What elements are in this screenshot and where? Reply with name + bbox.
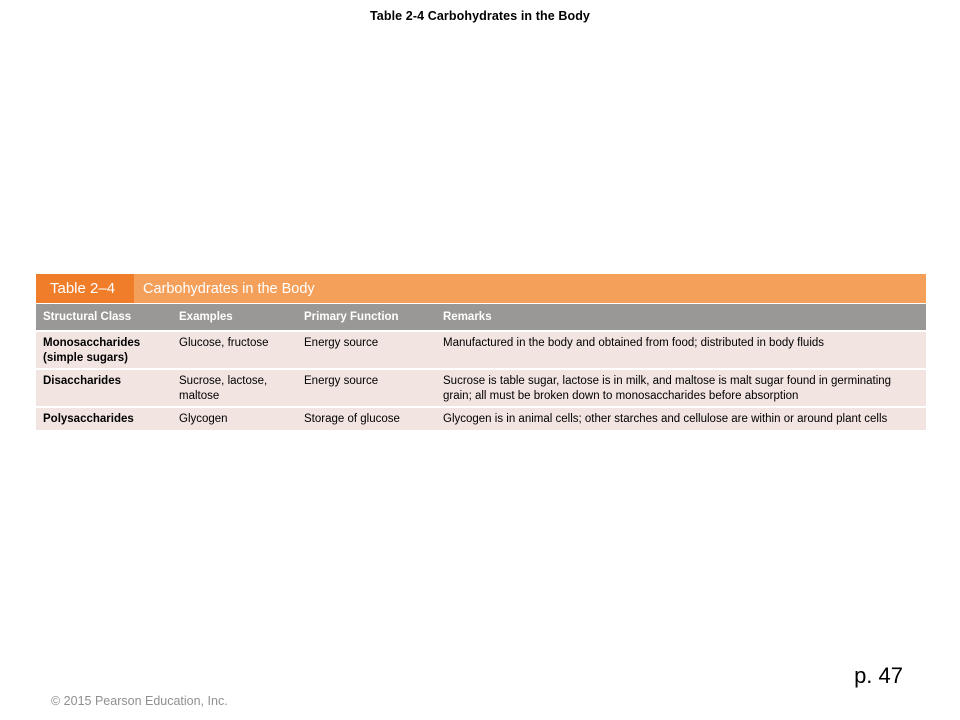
remarks-cell: Manufactured in the body and obtained from food; distributed in body fluids bbox=[443, 337, 825, 349]
table-caption: Carbohydrates in the Body bbox=[143, 280, 315, 297]
carbohydrates-table bbox=[36, 274, 926, 430]
column-header-remarks: Remarks bbox=[443, 311, 492, 323]
primary-function-cell: Energy source bbox=[304, 375, 379, 387]
column-header-row bbox=[36, 303, 926, 330]
column-header-examples: Examples bbox=[179, 311, 233, 323]
page-number: p. 47 bbox=[854, 663, 903, 688]
primary-function-cell: Storage of glucose bbox=[304, 413, 400, 425]
structural-class-name: Monosaccharides bbox=[43, 337, 141, 349]
examples-cell: Glucose, fructose bbox=[179, 337, 269, 349]
remarks-cell: Sucrose is table sugar, lactose is in milk, and maltose is malt sugar found in germinating grain; all must be broken down to monosaccharides before absorption bbox=[443, 375, 892, 402]
remarks-cell: Glycogen is in animal cells; other starches and cellulose are within or around plant cells bbox=[443, 413, 888, 425]
structural-class-cell: Disaccharides bbox=[43, 375, 121, 387]
examples-cell: Sucrose, lactose, maltose bbox=[179, 375, 268, 402]
slide-title: Table 2-4 Carbohydrates in the Body bbox=[370, 9, 590, 23]
table-header-bar bbox=[36, 274, 926, 303]
table-row bbox=[36, 406, 926, 430]
table-number: Table 2–4 bbox=[36, 274, 134, 303]
column-header-primary-function: Primary Function bbox=[304, 311, 399, 323]
structural-class-subtitle: (simple sugars) bbox=[43, 352, 128, 364]
primary-function-cell: Energy source bbox=[304, 337, 379, 349]
copyright-notice: © 2015 Pearson Education, Inc. bbox=[51, 694, 228, 708]
examples-cell: Glycogen bbox=[179, 413, 228, 425]
table-row bbox=[36, 368, 926, 406]
column-header-structural-class: Structural Class bbox=[43, 311, 132, 323]
structural-class-cell: Polysaccharides bbox=[43, 413, 134, 425]
structural-class-cell bbox=[36, 336, 172, 368]
table-row bbox=[36, 330, 926, 368]
